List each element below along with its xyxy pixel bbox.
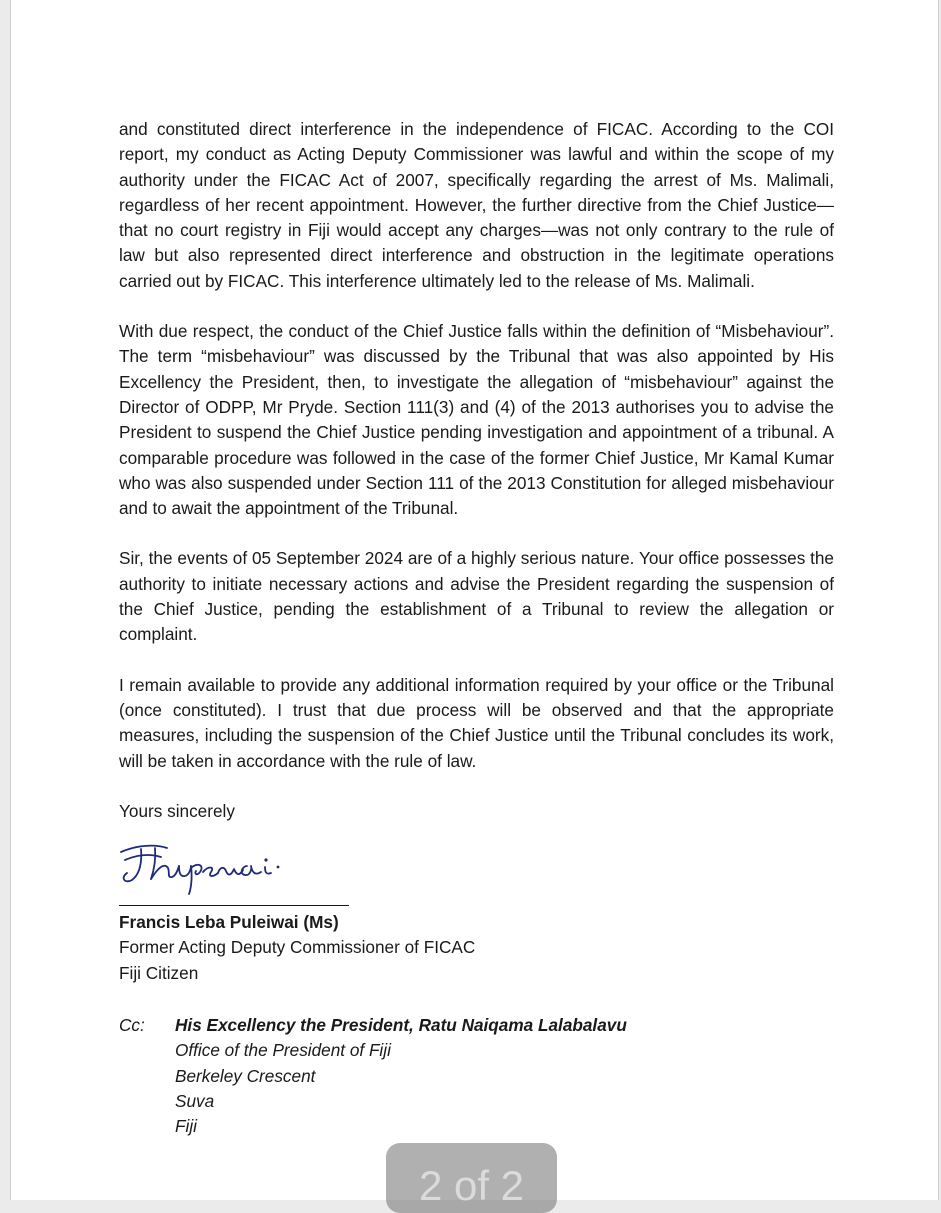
signature-line [119,905,349,906]
cc-address-line: Fiji [175,1116,197,1137]
signer-name: Francis Leba Puleiwai (Ms) [119,912,339,933]
paragraph-2: With due respect, the conduct of the Chief Justice falls within the definition of “Misbehaviour”. The term “misbehaviour” was discussed by the Tribunal that was also appointed by His Excellency the President, then, to investigate the allegation of “misbehaviour” against the Director of ODPP, Mr Pryde. Section 111(3) and (4) of the 2013 authorises you to advise the President to suspend the Chief Justice pending investigation and appointment of a tribunal. A comparable procedure was followed in the case of the former Chief Justice, Mr Kamal Kumar who was also suspended under Section 111 of the 2013 Constitution for alleged misbehaviour and to await the appointment of the Tribunal. [119,321,834,519]
cc-address-line: Suva [175,1090,215,1111]
document-page [10,0,939,1200]
letter-body [119,117,834,1140]
cc-address-line: Office of the President of Fiji [175,1040,391,1061]
cc-address-line: Berkeley Crescent [175,1065,316,1086]
paragraph-3: Sir, the events of 05 September 2024 are of a highly serious nature. Your office possesses the authority to initiate necessary actions and advise the President regarding the suspension of the Chief Justice, pending the establishment of a Tribunal to review the allegation or complaint. [119,548,834,645]
signer-title: Former Acting Deputy Commissioner of FICAC [119,937,476,958]
cc-block [119,1013,834,1139]
signer-status: Fiji Citizen [119,962,199,983]
cc-label: Cc: [119,1015,145,1036]
cc-recipient: His Excellency the President, Ratu Naiqama Lalabalavu [175,1015,627,1036]
page-indicator: 2 of 2 [386,1143,557,1213]
handwritten-signature [115,836,290,896]
paragraph-1: and constituted direct interference in the independence of FICAC. According to the COI report, my conduct as Acting Deputy Commissioner was lawful and within the scope of my authority under the FICAC Act of 2007, specifically regarding the arrest of Ms. Malimali, regardless of her recent appointment. However, the further directive from the Chief Justice—that no court registry in Fiji would accept any charges—was not only contrary to the rule of law but also represented direct interference and obstruction in the legitimate operations carried out by FICAC. This interference ultimately led to the release of Ms. Malimali. [119,119,834,291]
paragraph-4: I remain available to provide any additional information required by your office or the Tribunal (once constituted). I trust that due process will be observed and that the appropriate measures, including the suspension of the Chief Justice until the Tribunal concludes its work, will be taken in accordance with the rule of law. [119,674,834,771]
closing-salutation: Yours sincerely [119,800,235,821]
cc-details [175,1013,627,1139]
